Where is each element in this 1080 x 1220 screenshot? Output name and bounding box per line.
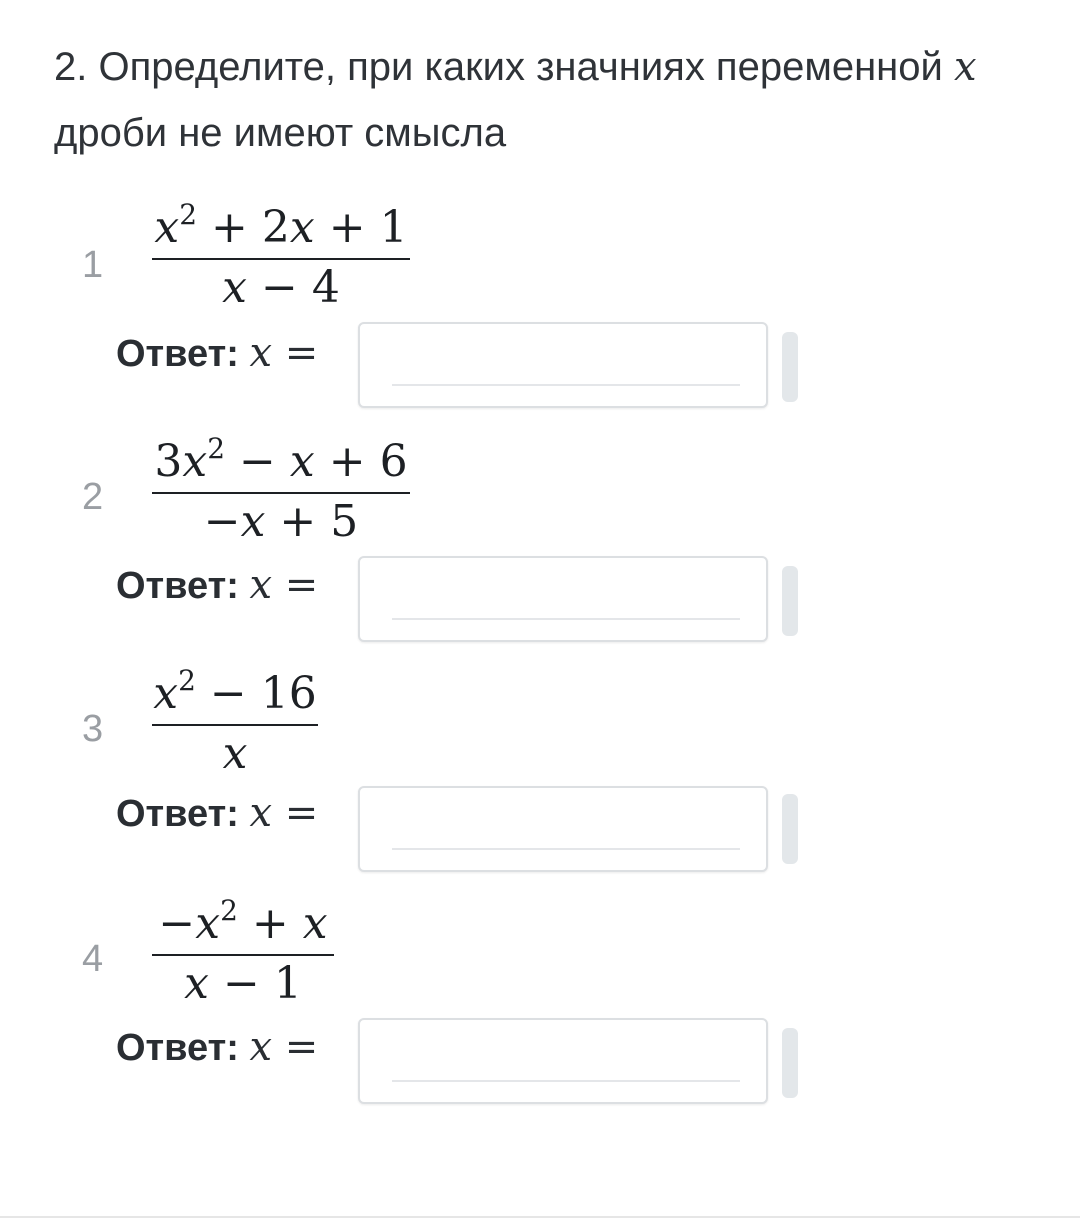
side-handle[interactable]: [782, 1028, 798, 1098]
answer-label: [116, 790, 318, 836]
answer-input[interactable]: [390, 1036, 742, 1082]
task-item-4: [0, 894, 1080, 1120]
input-underline: [392, 384, 740, 386]
side-handle[interactable]: [782, 794, 798, 864]
fraction-numerator: $x^2 - 16$: [153, 664, 317, 719]
question-variable: x: [953, 44, 977, 90]
question-text-after: дроби не имеют смысла: [54, 111, 507, 155]
fraction: [152, 664, 318, 780]
answer-label-text: Ответ:: [116, 793, 239, 835]
answer-input-box[interactable]: [358, 556, 768, 642]
answer-label: [116, 562, 318, 608]
question-text: [54, 34, 1044, 166]
fraction-denominator: x − 4: [222, 262, 340, 313]
fraction-bar: [152, 258, 410, 260]
answer-label-text: Ответ:: [116, 333, 239, 375]
fraction-numerator: $x^2 + 2x + 1$: [154, 198, 408, 253]
side-handle[interactable]: [782, 332, 798, 402]
fraction-numerator: $-x^2 + x$: [158, 894, 328, 949]
answer-variable: x =: [249, 562, 319, 608]
fraction-bar: [152, 954, 334, 956]
input-underline: [392, 618, 740, 620]
input-underline: [392, 1080, 740, 1082]
input-underline: [392, 848, 740, 850]
item-number: 4: [82, 938, 104, 980]
question-text-before: 2. Определите, при каких значниях переменной: [54, 45, 954, 89]
fraction-denominator: −x + 5: [203, 496, 359, 547]
answer-input[interactable]: [390, 804, 742, 850]
fraction-denominator: x − 1: [184, 958, 302, 1009]
answer-label: [116, 1024, 318, 1070]
answer-input[interactable]: [390, 340, 742, 386]
page-bottom-divider: [0, 1216, 1080, 1218]
item-number: 2: [82, 476, 104, 518]
answer-input-box[interactable]: [358, 1018, 768, 1104]
task-item-3: [0, 662, 1080, 888]
task-item-2: [0, 430, 1080, 656]
answer-input-box[interactable]: [358, 322, 768, 408]
item-number: 1: [82, 244, 104, 286]
answer-label: [116, 330, 318, 376]
answer-variable: x =: [249, 330, 319, 376]
answer-input[interactable]: [390, 574, 742, 620]
fraction-bar: [152, 724, 318, 726]
fraction-denominator: x: [222, 728, 248, 779]
item-number: 3: [82, 708, 104, 750]
fraction: [152, 432, 410, 548]
answer-variable: x =: [249, 790, 319, 836]
answer-variable: x =: [249, 1024, 319, 1070]
fraction-numerator: $3x^2 - x + 6$: [154, 432, 408, 487]
fraction-bar: [152, 492, 410, 494]
answer-label-text: Ответ:: [116, 565, 239, 607]
side-handle[interactable]: [782, 566, 798, 636]
task-item-1: [0, 198, 1080, 424]
fraction: [152, 894, 334, 1010]
answer-label-text: Ответ:: [116, 1027, 239, 1069]
answer-input-box[interactable]: [358, 786, 768, 872]
fraction: [152, 198, 410, 314]
